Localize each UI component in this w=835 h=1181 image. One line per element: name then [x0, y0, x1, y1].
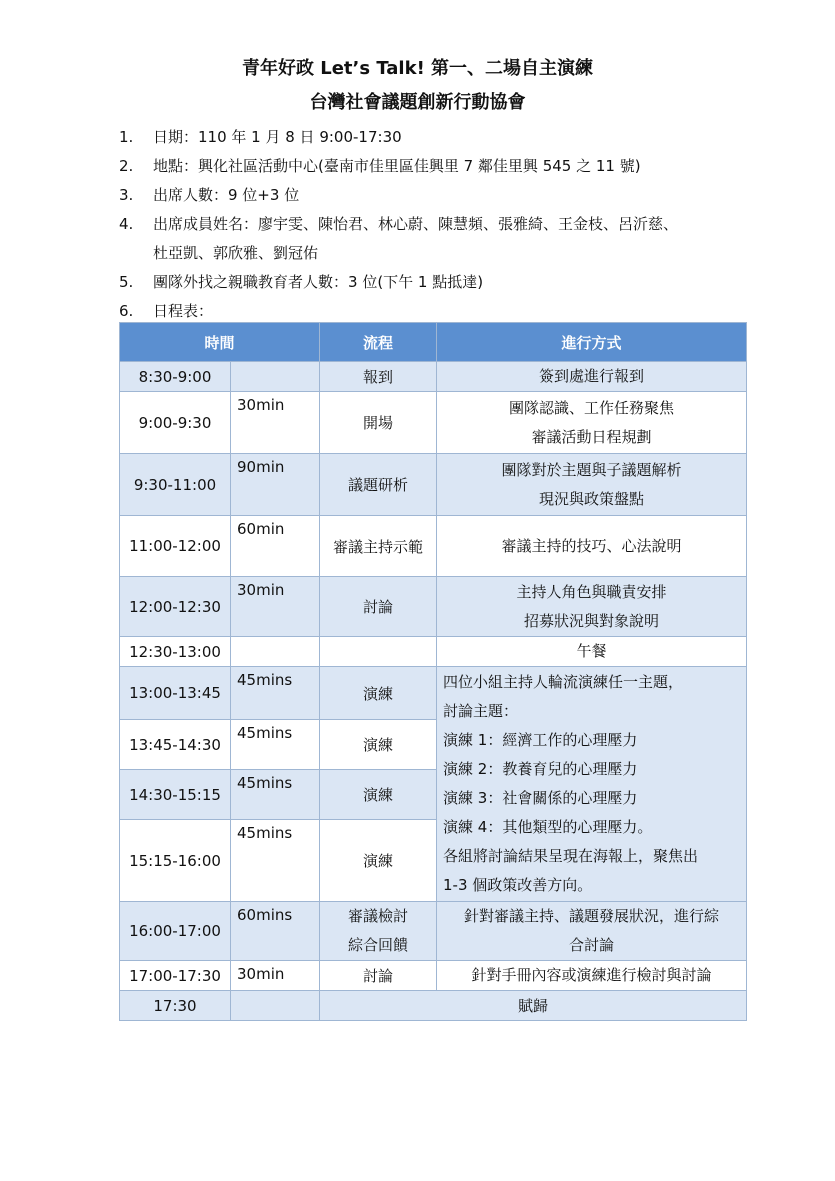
- flow-cell: 開場: [320, 392, 437, 454]
- time-cell: 12:00-12:30: [120, 577, 231, 637]
- flow-line: 綜合回饋: [348, 936, 409, 954]
- method-cell: [437, 961, 747, 991]
- method-line: 主持人角色與職責安排: [516, 582, 667, 601]
- duration-cell: [231, 637, 320, 667]
- time-cell: 17:30: [120, 991, 231, 1021]
- method-line: 演練 2：教養育兒的心理壓力: [443, 760, 638, 778]
- info-text: 地點：興化社區活動中心(臺南市佳里區佳興里 7 鄰佳里興 545 之 11 號): [153, 157, 641, 175]
- flow-cell: 討論: [320, 961, 437, 991]
- table-row: [120, 362, 747, 392]
- flow-cell: 報到: [320, 362, 437, 392]
- flow-cell: 演練: [320, 667, 437, 720]
- duration-cell: 45mins: [231, 820, 320, 902]
- method-line: 演練 1：經濟工作的心理壓力: [443, 731, 638, 749]
- duration-cell: [231, 991, 320, 1021]
- method-cell: [437, 577, 747, 637]
- info-item: [119, 181, 759, 210]
- document-title: 青年好政 Let’s Talk! 第一、二場自主演練: [241, 58, 594, 79]
- method-line: 現況與政策盤點: [539, 489, 645, 508]
- info-item: [119, 210, 759, 239]
- info-text: 團隊外找之親職教育者人數：3 位(下午 1 點抵達): [153, 273, 484, 291]
- time-cell: 15:15-16:00: [120, 820, 231, 902]
- method-cell: [437, 392, 747, 454]
- duration-cell: 30min: [231, 392, 320, 454]
- duration-cell: 60min: [231, 516, 320, 577]
- time-cell: 8:30-9:00: [120, 362, 231, 392]
- table-row: [120, 961, 747, 991]
- info-number: 1.: [119, 128, 134, 146]
- table-row: [120, 902, 747, 961]
- time-cell: 13:45-14:30: [120, 720, 231, 770]
- duration-cell: 30min: [231, 577, 320, 637]
- flow-cell: [320, 902, 437, 961]
- flow-cell: 討論: [320, 577, 437, 637]
- method-line: 合討論: [569, 936, 615, 954]
- flow-cell: 審議主持示範: [320, 516, 437, 577]
- duration-cell: 45mins: [231, 667, 320, 720]
- method-line: 審議活動日程規劃: [531, 427, 652, 446]
- info-item-continued: [119, 239, 759, 268]
- time-cell: 13:00-13:45: [120, 667, 231, 720]
- method-cell: [437, 454, 747, 516]
- info-text: 日程表：: [153, 302, 214, 320]
- time-cell: 16:00-17:00: [120, 902, 231, 961]
- time-cell: 9:00-9:30: [120, 392, 231, 454]
- duration-cell: 30min: [231, 961, 320, 991]
- flow-cell: 演練: [320, 820, 437, 902]
- table-row: [120, 991, 747, 1021]
- method-line: 午餐: [576, 642, 607, 660]
- flow-cell: 議題研析: [320, 454, 437, 516]
- table-row: [120, 516, 747, 577]
- table-row: [120, 577, 747, 637]
- header-method: 進行方式: [437, 323, 747, 362]
- flow-line: 審議檢討: [348, 907, 409, 925]
- time-cell: 14:30-15:15: [120, 770, 231, 820]
- table-row: [120, 392, 747, 454]
- info-text: 日期：110 年 1 月 8 日 9:00-17:30: [153, 128, 402, 146]
- closing-cell: 賦歸: [320, 991, 747, 1021]
- method-line: 針對手冊內容或演練進行檢討與討論: [471, 966, 712, 984]
- info-item: [119, 123, 759, 152]
- method-cell: [437, 637, 747, 667]
- info-number: 2.: [119, 157, 134, 175]
- method-line: 團隊認識、工作任務聚焦: [509, 398, 675, 417]
- method-line: 各組將討論結果呈現在海報上，聚焦出: [443, 847, 699, 865]
- header-time: 時間: [120, 323, 320, 362]
- method-cell: [437, 516, 747, 577]
- flow-cell: [320, 637, 437, 667]
- info-item: [119, 152, 759, 181]
- info-item: [119, 268, 759, 297]
- duration-cell: 45mins: [231, 770, 320, 820]
- method-line: 1-3 個政策改善方向。: [443, 876, 593, 894]
- duration-cell: 60mins: [231, 902, 320, 961]
- method-line: 針對審議主持、議題發展狀況，進行綜: [464, 907, 720, 925]
- info-text: 出席成員姓名：廖宇雯、陳怡君、林心蔚、陳慧頻、張雅綺、王金枝、呂沂慈、: [153, 215, 679, 233]
- method-line: 審議主持的技巧、心法說明: [501, 536, 682, 555]
- table-header-row: [120, 323, 747, 362]
- info-text: 杜亞凱、郭欣雅、劉冠佑: [153, 244, 319, 262]
- table-row: [120, 637, 747, 667]
- practice-method-cell: [437, 667, 747, 902]
- method-line: 團隊對於主題與子議題解析: [501, 460, 682, 479]
- time-cell: 9:30-11:00: [120, 454, 231, 516]
- table-row: [120, 454, 747, 516]
- duration-cell: 90min: [231, 454, 320, 516]
- method-cell: [437, 902, 747, 961]
- info-number: 5.: [119, 273, 134, 291]
- method-cell: [437, 362, 747, 392]
- organization-name: 台灣社會議題創新行動協會: [309, 92, 526, 113]
- method-line: 演練 4：其他類型的心理壓力。: [443, 818, 653, 836]
- method-line: 簽到處進行報到: [539, 367, 645, 385]
- meeting-info-list: [119, 123, 759, 326]
- method-line: 四位小組主持人輪流演練任一主題，: [443, 673, 684, 691]
- table-row: [120, 667, 747, 720]
- flow-cell: 演練: [320, 770, 437, 820]
- time-cell: 17:00-17:30: [120, 961, 231, 991]
- info-number: 4.: [119, 215, 134, 233]
- method-line: 招募狀況與對象說明: [524, 611, 660, 630]
- header-flow: 流程: [320, 323, 437, 362]
- schedule-table: [119, 322, 747, 1021]
- info-number: 3.: [119, 186, 134, 204]
- time-cell: 12:30-13:00: [120, 637, 231, 667]
- method-line: 演練 3：社會關係的心理壓力: [443, 789, 638, 807]
- duration-cell: [231, 362, 320, 392]
- flow-cell: 演練: [320, 720, 437, 770]
- info-number: 6.: [119, 302, 134, 320]
- time-cell: 11:00-12:00: [120, 516, 231, 577]
- info-text: 出席人數：9 位+3 位: [153, 186, 300, 204]
- duration-cell: 45mins: [231, 720, 320, 770]
- method-line: 討論主題：: [443, 702, 519, 720]
